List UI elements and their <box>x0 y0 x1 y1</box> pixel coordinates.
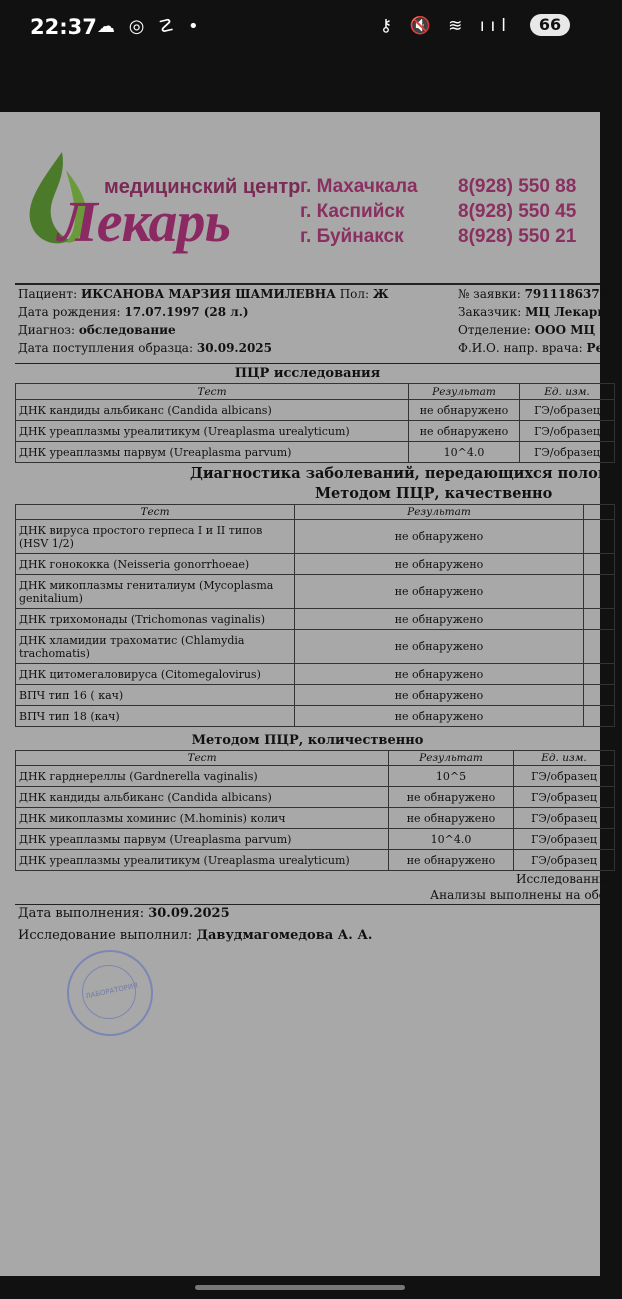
col-unit: Ед. изм. <box>514 751 615 766</box>
footer-divider <box>15 904 600 905</box>
performed-by: Исследование выполнил: Давудмагомедова А. А. <box>18 928 373 943</box>
col-unit: Ед. изм. <box>520 384 615 400</box>
col-result: Результат <box>295 505 584 520</box>
col-test: Тест <box>16 751 389 766</box>
footnote-1: Исследованны <box>516 872 609 886</box>
quant-title: Методом ПЦР, количественно <box>191 733 424 748</box>
city-3: г. Буйнакск <box>300 226 404 247</box>
std-subtitle: Методом ПЦР, качественно <box>315 485 553 502</box>
customer: Заказчик: МЦ Лекарь С <box>458 305 620 319</box>
city-1: г. Махачкала <box>300 176 418 197</box>
city-2: г. Каспийск <box>300 201 405 222</box>
table-row: ВПЧ тип 18 (кач) не обнаружено <box>16 706 615 727</box>
table-row: ДНК кандиды альбиканс (Candida albicans) не обнаружено ГЭ/образец <box>16 787 615 808</box>
logo-title: Лекарь <box>58 189 230 254</box>
system-icons: ⚷ 🔇 ≋ ııl <box>379 16 512 36</box>
department: Отделение: ООО МЦ ".. <box>458 323 614 337</box>
home-indicator[interactable] <box>195 1285 405 1290</box>
battery-icon: 66 <box>530 14 570 36</box>
patient-dob: Дата рождения: 17.07.1997 (28 л.) <box>18 305 249 319</box>
completion-date: Дата выполнения: 30.09.2025 <box>18 906 230 921</box>
table-row: ВПЧ тип 16 ( кач) не обнаружено <box>16 685 615 706</box>
table-row: ДНК кандиды альбиканс (Candida albicans) не обнаружено ГЭ/образец <box>16 400 615 421</box>
status-bar <box>0 0 600 112</box>
table-row: ДНК гонококка (Neisseria gonorrhoeae) не обнаружено <box>16 554 615 575</box>
table-row: ДНК трихомонады (Trichomonas vaginalis) не обнаружено <box>16 609 615 630</box>
table-row: ДНК уреаплазмы парвум (Ureaplasma parvum) 10^4.0 ГЭ/образец <box>16 442 615 463</box>
sample-date: Дата поступления образца: 30.09.2025 <box>18 341 272 355</box>
header-divider <box>15 283 600 285</box>
order-number: № заявки: 7911186378 <box>458 287 609 301</box>
info-divider <box>15 363 600 364</box>
table-row: ДНК уреаплазмы парвум (Ureaplasma parvum) 10^4.0 ГЭ/образец <box>16 829 615 850</box>
logo-subtitle: медицинский центр <box>104 176 301 198</box>
status-time: 22:37 <box>30 15 97 39</box>
col-test: Тест <box>16 505 295 520</box>
phone-3: 8(928) 550 21 <box>458 226 577 247</box>
phone-2: 8(928) 550 45 <box>458 201 577 222</box>
col-result: Результат <box>389 751 514 766</box>
pcr-table <box>15 383 615 463</box>
table-row: ДНК гарднереллы (Gardnerella vaginalis) 10^5 ГЭ/образец <box>16 766 615 787</box>
table-row: ДНК микоплазмы хоминис (M.hominis) колич не обнаружено ГЭ/образец <box>16 808 615 829</box>
std-title: Диагностика заболеваний, передающихся половы <box>190 465 622 482</box>
footnote-2: Анализы выполнены на обору <box>430 888 621 902</box>
table-row: ДНК уреаплазмы уреалитикум (Ureaplasma urealyticum) не обнаружено ГЭ/образец <box>16 850 615 871</box>
std-table <box>15 504 615 727</box>
document-page <box>0 112 622 1276</box>
lab-stamp: ЛАБОРАТОРИЯ <box>67 950 153 1036</box>
table-row: ДНК хламидии трахоматис (Chlamydia trachomatis) не обнаружено <box>16 630 615 664</box>
patient-diagnosis: Диагноз: обследование <box>18 323 176 337</box>
table-row: ДНК вируса простого герпеса I и II типов (HSV 1/2) не обнаружено <box>16 520 615 554</box>
phone-1: 8(928) 550 88 <box>458 176 577 197</box>
referring-doctor: Ф.И.О. напр. врача: Рег <box>458 341 611 355</box>
col-result: Результат <box>409 384 520 400</box>
table-row: ДНК цитомегаловируса (Citomegalovirus) не обнаружено <box>16 664 615 685</box>
patient-name: Пациент: ИКСАНОВА МАРЗИЯ ШАМИЛЕВНА Пол: Ж <box>18 287 389 301</box>
table-row: ДНК микоплазмы гениталиум (Mycoplasma genitalium) не обнаружено <box>16 575 615 609</box>
col-test: Тест <box>16 384 409 400</box>
notification-icons: ☁ ◎ ☡ • <box>97 16 203 37</box>
table-row: ДНК уреаплазмы уреалитикум (Ureaplasma urealyticum) не обнаружено ГЭ/образец <box>16 421 615 442</box>
quant-table <box>15 750 615 871</box>
pcr-title: ПЦР исследования <box>234 366 381 381</box>
